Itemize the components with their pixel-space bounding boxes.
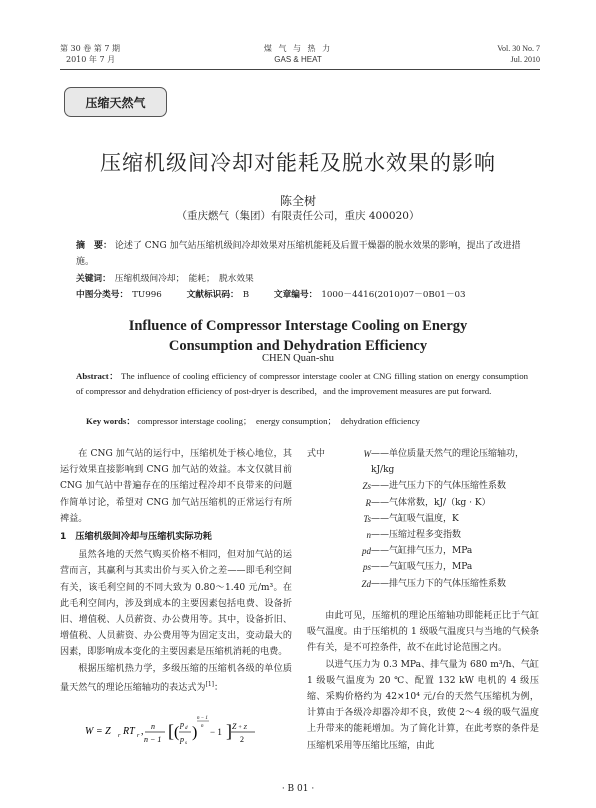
formula-z-num-rest: + Z bbox=[238, 725, 247, 731]
definition-text: ——气体常数，kJ/（kg · K） bbox=[371, 497, 491, 508]
header-journal-en: GAS & HEAT bbox=[274, 55, 322, 64]
formula-svg bbox=[85, 712, 255, 752]
svg-text:(: ( bbox=[174, 724, 180, 741]
symbol-definitions bbox=[307, 446, 539, 592]
abstract-cn-text: 论述了 CNG 加气站压缩机级间冷却效果对压缩机能耗及后置干燥器的脱水效果的影响，提出了改进措施。 bbox=[76, 241, 521, 267]
body-text: 根据压缩机热力学，多级压缩的压缩机各级的单位质量天然气的理论压缩轴功的表达式为 bbox=[60, 663, 292, 693]
journal-volume bbox=[60, 43, 180, 65]
formula-sub-r: r bbox=[118, 733, 121, 739]
body-right-column bbox=[307, 608, 539, 754]
formula-frac-den: n − 1 bbox=[144, 735, 162, 744]
definition-row bbox=[307, 559, 539, 575]
author-en: CHEN Quan-shu bbox=[261, 353, 335, 364]
title-en-line1: Influence of Compressor Interstage Cooling on Energy bbox=[128, 318, 468, 334]
definition-symbol: ps bbox=[362, 562, 371, 573]
definition-symbol: Zd bbox=[361, 578, 371, 589]
definition-row bbox=[307, 576, 539, 592]
abstract-cn bbox=[76, 238, 524, 270]
formula-frac-num: n bbox=[151, 722, 155, 731]
header-vol-en: Vol. 30 No. 7 bbox=[497, 44, 540, 53]
header-date: 2010 年 7 月 bbox=[66, 55, 116, 64]
affiliation: （重庆燃气（集团）有限责任公司，重庆 400020） bbox=[176, 210, 420, 222]
definition-symbol: Ts bbox=[363, 513, 371, 524]
body-paragraph: 在 CNG 加气站的运行中，压缩机处于核心地位，其运行效果直接影响到 CNG 加气站的效益。本文仅就目前 CNG 加气站中普遍存在的压缩过程冷却不良带来的问题作简单讨论，希望对 CNG 加气站压缩机的正常运行有所裨益。 bbox=[60, 449, 292, 524]
svg-text:]: ] bbox=[226, 721, 232, 741]
formula-rt: RT bbox=[123, 726, 135, 737]
citation-ref: [1] bbox=[205, 680, 215, 688]
definition-symbol: n bbox=[366, 530, 371, 541]
header-date-en: Jul. 2010 bbox=[510, 55, 540, 64]
section-heading-1: 1 压缩机级间冷却与压缩机实际功耗 bbox=[60, 532, 212, 543]
formula-exp-den: n bbox=[201, 724, 204, 729]
formula-sub-t: r bbox=[137, 733, 140, 739]
formula-exp-num: n − 1 bbox=[197, 716, 208, 721]
definition-row bbox=[307, 511, 539, 527]
header-issue: 第 30 卷 第 7 期 bbox=[60, 44, 120, 53]
doc-code-value: B bbox=[242, 290, 250, 300]
definition-text: ——气缸吸气压力，MPa bbox=[371, 562, 473, 573]
formula-minus-one: − 1 bbox=[210, 727, 222, 737]
definition-text: ——压缩过程多变指数 bbox=[371, 530, 462, 541]
body-paragraph bbox=[60, 661, 292, 696]
body-text: ： bbox=[214, 682, 224, 693]
definition-text: ——单位质量天然气的理论压缩轴功，kJ/kg bbox=[371, 449, 525, 476]
header-rule bbox=[60, 69, 540, 70]
page-number: · B 01 · bbox=[281, 784, 315, 794]
formula-ps-sub: s bbox=[185, 741, 187, 746]
journal-name bbox=[198, 43, 398, 65]
definition-symbol: pd bbox=[362, 546, 371, 557]
doc-code-label: 文献标识码： bbox=[186, 290, 239, 300]
classification-row bbox=[76, 288, 536, 302]
formula-pd: p bbox=[180, 720, 184, 729]
formula-z-num: Z bbox=[232, 722, 237, 731]
article-no-label: 文章编号： bbox=[273, 290, 318, 300]
keywords-cn-text: 压缩机级间冷却； 能耗； 脱水效果 bbox=[114, 274, 254, 284]
definition-symbol: W bbox=[363, 449, 371, 459]
formula-ps: p bbox=[180, 735, 184, 744]
body-paragraph: 虽然各地的天然气购买价格不相同，但对加气站的运营而言，其赢利与其卖出价与买入价之差——即毛利空间有关，该毛利空间的不同大致为 0.80～1.40 元/m³。在此毛利空间内，涉及到成本的主要因素包括电费、设备折旧、增值税、人员薪资、办公费用等。其中，设备折旧、增值税、人员薪资、办公费用等为固定支出，变动最大的因素，即影响成本变化的主要因素是压缩机消耗的电费。 bbox=[60, 550, 292, 658]
formula-lhs: W = Z bbox=[85, 726, 111, 737]
title-en bbox=[0, 316, 596, 356]
svg-text:): ) bbox=[192, 724, 198, 741]
header-journal-cn: 煤 气 与 热 力 bbox=[263, 44, 333, 53]
body-paragraph: 以进气压力为 0.3 MPa、排气量为 680 m³/h、气缸 1 级吸气温度为 20 ℃、配置 132 kW 电机的 4 级压缩、采购价格约为 42×10⁴ 元/台的天然气压缩机为例，计算由于各级冷却器冷却不良，致使 2～4 级的吸气温度上升带来的能耗增加。为了简化计算，在此考察的条件是压缩机采用等压缩比压缩，由此 bbox=[307, 659, 539, 751]
keywords-en-label: Key words： bbox=[86, 416, 136, 426]
abstract-cn-label: 摘 要： bbox=[76, 241, 113, 251]
title-en-line2: Consumption and Dehydration Efficiency bbox=[168, 338, 428, 354]
keywords-cn bbox=[76, 272, 536, 286]
definition-row bbox=[307, 527, 539, 543]
abstract-en bbox=[76, 369, 528, 399]
section-badge: 压缩天然气 bbox=[64, 87, 167, 117]
definition-lead: 式中 bbox=[307, 449, 326, 459]
definition-text: ——排气压力下的气体压缩性系数 bbox=[371, 578, 507, 589]
definition-row bbox=[307, 495, 539, 511]
journal-volume-en bbox=[410, 43, 540, 65]
body-paragraph: 由此可见，压缩机的理论压缩轴功即能耗正比于气缸吸气温度。由于压缩机的 1 级吸气温度只与当地的气候条件有关，是不可控条件，故不在此讨论范围之内。 bbox=[307, 611, 539, 654]
definition-symbol: Zs bbox=[362, 481, 371, 492]
definition-text: ——气缸吸气温度，K bbox=[371, 513, 459, 524]
svg-text:[: [ bbox=[168, 721, 174, 741]
page-title: 压缩机级间冷却对能耗及脱水效果的影响 bbox=[100, 151, 496, 175]
clc-label: 中图分类号： bbox=[76, 290, 129, 300]
svg-text:,: , bbox=[141, 726, 144, 737]
abstract-en-label: Abstract： bbox=[76, 371, 119, 381]
formula-z-den: 2 bbox=[240, 735, 244, 744]
abstract-en-text: The influence of cooling efficiency of compressor interstage cooler at CNG filling station on energy consumption of compressor and dehydration efficiency of post-dryer is described，and the improvement measures are put forward. bbox=[76, 371, 528, 396]
definition-text: ——进气压力下的气体压缩性系数 bbox=[371, 481, 507, 492]
keywords-en-text: compressor interstage cooling； energy consumption； dehydration efficiency bbox=[137, 416, 420, 426]
definition-text: ——气缸排气压力，MPa bbox=[371, 546, 473, 557]
definition-row bbox=[307, 543, 539, 559]
keywords-en bbox=[86, 414, 526, 428]
definition-row bbox=[307, 446, 539, 478]
body-left-column bbox=[60, 446, 292, 696]
definition-row bbox=[307, 478, 539, 494]
definition-symbol: R bbox=[365, 497, 371, 508]
formula-pd-sub: d bbox=[185, 726, 188, 731]
keywords-cn-label: 关键词： bbox=[76, 274, 111, 284]
clc-value: TU996 bbox=[132, 290, 162, 300]
author: 陈全树 bbox=[279, 194, 316, 208]
article-no-value: 1000－4416(2010)07－0B01－03 bbox=[321, 290, 466, 300]
formula-compression-work bbox=[85, 712, 255, 755]
